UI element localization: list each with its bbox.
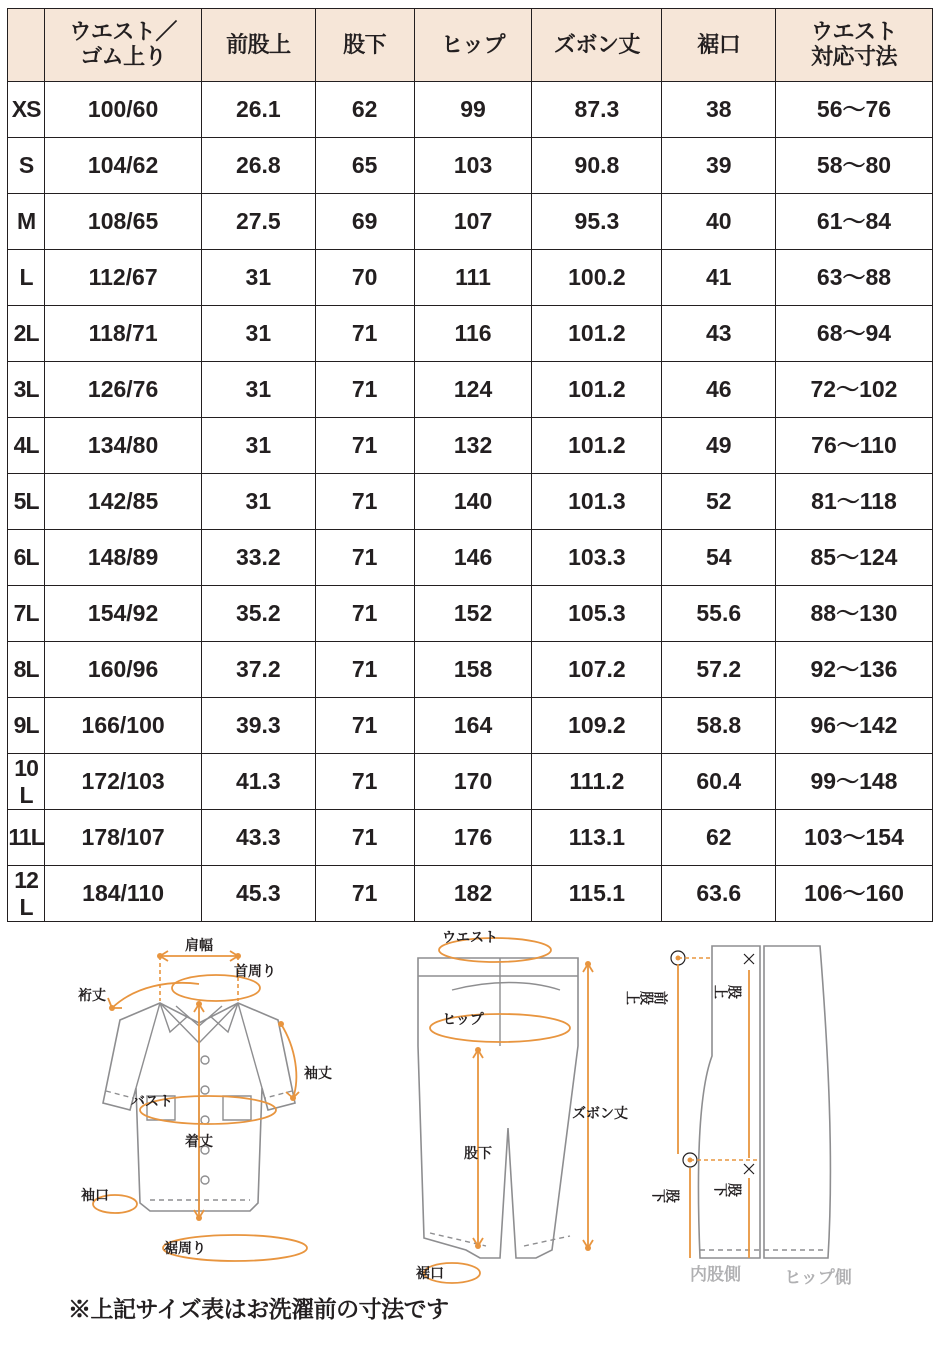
cell-hem: 55.6 — [662, 586, 776, 642]
table-row — [8, 250, 933, 306]
cell-waist-fit: 96〜142 — [776, 698, 933, 754]
label-lower-inseam-left: 股下 — [652, 1188, 680, 1204]
cell-pants-length: 90.8 — [532, 138, 662, 194]
cell-front-rise: 31 — [202, 418, 316, 474]
table-row — [8, 586, 933, 642]
cell-waist-fit: 106〜160 — [776, 866, 933, 922]
cell-pants-length: 111.2 — [532, 754, 662, 810]
cell-size: XS — [8, 82, 45, 138]
cell-waist-fit: 63〜88 — [776, 250, 933, 306]
table-row — [8, 810, 933, 866]
cell-size: 5L — [8, 474, 45, 530]
cell-waist: 178/107 — [45, 810, 202, 866]
label-pants-hem: 裾口 — [416, 1265, 444, 1281]
cell-inseam: 71 — [315, 754, 414, 810]
cell-hem: 38 — [662, 82, 776, 138]
header-waist: ウエスト／ ゴム上り — [45, 9, 202, 82]
cell-inseam: 71 — [315, 642, 414, 698]
cell-front-rise: 43.3 — [202, 810, 316, 866]
cell-hem: 46 — [662, 362, 776, 418]
cell-hem: 52 — [662, 474, 776, 530]
cell-waist-fit: 81〜118 — [776, 474, 933, 530]
cell-pants-length: 115.1 — [532, 866, 662, 922]
cell-waist: 148/89 — [45, 530, 202, 586]
cell-waist-fit: 68〜94 — [776, 306, 933, 362]
cell-hip: 170 — [414, 754, 532, 810]
cell-hem: 40 — [662, 194, 776, 250]
cell-size: 8L — [8, 642, 45, 698]
cell-inseam: 65 — [315, 138, 414, 194]
cell-hip: 182 — [414, 866, 532, 922]
cell-hip: 116 — [414, 306, 532, 362]
cell-waist: 104/62 — [45, 138, 202, 194]
rise-detail-illustration — [626, 946, 852, 1287]
label-pants-inseam: 股下 — [464, 1145, 492, 1161]
cell-waist-fit: 88〜130 — [776, 586, 933, 642]
cell-pants-length: 101.2 — [532, 418, 662, 474]
label-inner-side: 内股側 — [690, 1265, 741, 1284]
cell-inseam: 71 — [315, 810, 414, 866]
table-row — [8, 474, 933, 530]
cell-waist-fit: 99〜148 — [776, 754, 933, 810]
cell-hip: 140 — [414, 474, 532, 530]
cell-size: 11L — [8, 810, 45, 866]
cell-waist: 134/80 — [45, 418, 202, 474]
cell-hip: 158 — [414, 642, 532, 698]
cell-pants-length: 87.3 — [532, 82, 662, 138]
cell-size: 4L — [8, 418, 45, 474]
cell-pants-length: 103.3 — [532, 530, 662, 586]
cell-inseam: 71 — [315, 306, 414, 362]
label-hip-side: ヒップ側 — [784, 1268, 852, 1287]
cell-hem: 57.2 — [662, 642, 776, 698]
cell-pants-length: 101.3 — [532, 474, 662, 530]
cell-hip: 124 — [414, 362, 532, 418]
cell-size: 6L — [8, 530, 45, 586]
table-row — [8, 642, 933, 698]
table-row — [8, 82, 933, 138]
cell-front-rise: 26.8 — [202, 138, 316, 194]
header-size — [8, 9, 45, 82]
pants-illustration — [415, 929, 628, 1283]
cell-waist: 184/110 — [45, 866, 202, 922]
cell-waist: 100/60 — [45, 82, 202, 138]
cell-hip: 176 — [414, 810, 532, 866]
cell-front-rise: 39.3 — [202, 698, 316, 754]
cell-waist: 142/85 — [45, 474, 202, 530]
cell-waist-fit: 72〜102 — [776, 362, 933, 418]
cell-front-rise: 35.2 — [202, 586, 316, 642]
cell-front-rise: 27.5 — [202, 194, 316, 250]
cell-size: 9L — [8, 698, 45, 754]
table-row — [8, 362, 933, 418]
cell-pants-length: 95.3 — [532, 194, 662, 250]
cell-inseam: 71 — [315, 586, 414, 642]
table-row — [8, 530, 933, 586]
cell-waist: 172/103 — [45, 754, 202, 810]
cell-size: S — [8, 138, 45, 194]
label-pants-hip: ヒップ — [442, 1011, 484, 1027]
header-waist-fit: ウエスト 対応寸法 — [776, 9, 933, 82]
cell-waist: 126/76 — [45, 362, 202, 418]
cell-hem: 63.6 — [662, 866, 776, 922]
cell-front-rise: 31 — [202, 250, 316, 306]
cell-waist: 118/71 — [45, 306, 202, 362]
table-row — [8, 754, 933, 810]
table-row — [8, 418, 933, 474]
cell-front-rise: 31 — [202, 362, 316, 418]
cell-hip: 152 — [414, 586, 532, 642]
cell-waist-fit: 76〜110 — [776, 418, 933, 474]
cell-waist-fit: 58〜80 — [776, 138, 933, 194]
cell-hip: 99 — [414, 82, 532, 138]
cell-inseam: 71 — [315, 530, 414, 586]
cell-pants-length: 101.2 — [532, 306, 662, 362]
cell-hem: 39 — [662, 138, 776, 194]
cell-pants-length: 105.3 — [532, 586, 662, 642]
cell-hem: 62 — [662, 810, 776, 866]
cell-hip: 111 — [414, 250, 532, 306]
cell-waist: 160/96 — [45, 642, 202, 698]
table-row — [8, 866, 933, 922]
cell-size: 3L — [8, 362, 45, 418]
cell-size: L — [8, 250, 45, 306]
cell-front-rise: 45.3 — [202, 866, 316, 922]
label-jacket-hem: 裾周り — [164, 1240, 206, 1256]
cell-inseam: 62 — [315, 82, 414, 138]
cell-size: 7L — [8, 586, 45, 642]
label-upper-rise: 股上 — [714, 984, 742, 1000]
cell-front-rise: 26.1 — [202, 82, 316, 138]
size-chart-page — [0, 8, 940, 1368]
cell-pants-length: 100.2 — [532, 250, 662, 306]
cell-inseam: 71 — [315, 474, 414, 530]
diagram-svg — [0, 928, 940, 1328]
cell-pants-length: 109.2 — [532, 698, 662, 754]
cell-hem: 58.8 — [662, 698, 776, 754]
cell-inseam: 69 — [315, 194, 414, 250]
cell-inseam: 71 — [315, 866, 414, 922]
label-bust: バスト — [131, 1093, 173, 1109]
cell-size: M — [8, 194, 45, 250]
header-hip: ヒップ — [414, 9, 532, 82]
label-pants-waist: ウエスト — [442, 929, 498, 945]
label-cuff: 袖口 — [81, 1187, 109, 1203]
cell-waist-fit: 85〜124 — [776, 530, 933, 586]
cell-hip: 107 — [414, 194, 532, 250]
cell-hip: 164 — [414, 698, 532, 754]
header-front-rise: 前股上 — [202, 9, 316, 82]
header-hem: 裾口 — [662, 9, 776, 82]
header-inseam: 股下 — [315, 9, 414, 82]
cell-waist-fit: 103〜154 — [776, 810, 933, 866]
cell-size: 10L — [8, 754, 45, 810]
cell-hip: 103 — [414, 138, 532, 194]
label-front-rise: 前股上 — [626, 990, 668, 1006]
measurement-diagram — [0, 928, 940, 1328]
table-row — [8, 138, 933, 194]
cell-inseam: 71 — [315, 418, 414, 474]
cell-waist-fit: 56〜76 — [776, 82, 933, 138]
table-row — [8, 306, 933, 362]
cell-waist: 108/65 — [45, 194, 202, 250]
cell-pants-length: 113.1 — [532, 810, 662, 866]
cell-front-rise: 41.3 — [202, 754, 316, 810]
cell-waist-fit: 61〜84 — [776, 194, 933, 250]
cell-inseam: 71 — [315, 698, 414, 754]
label-neck: 首周り — [234, 963, 276, 979]
table-row — [8, 194, 933, 250]
label-yuki: 裄丈 — [78, 987, 106, 1003]
cell-waist: 112/67 — [45, 250, 202, 306]
cell-front-rise: 33.2 — [202, 530, 316, 586]
cell-waist: 166/100 — [45, 698, 202, 754]
cell-hip: 132 — [414, 418, 532, 474]
cell-size: 12L — [8, 866, 45, 922]
label-shoulder-width: 肩幅 — [185, 937, 213, 953]
cell-hip: 146 — [414, 530, 532, 586]
size-table — [7, 8, 933, 922]
cell-hem: 41 — [662, 250, 776, 306]
cell-pants-length: 107.2 — [532, 642, 662, 698]
cell-hem: 43 — [662, 306, 776, 362]
label-jacket-length: 着丈 — [185, 1133, 213, 1149]
cell-inseam: 70 — [315, 250, 414, 306]
cell-pants-length: 101.2 — [532, 362, 662, 418]
table-header-row — [8, 9, 933, 82]
label-pants-length: ズボン丈 — [572, 1105, 628, 1121]
table-row — [8, 698, 933, 754]
cell-front-rise: 31 — [202, 306, 316, 362]
cell-hem: 54 — [662, 530, 776, 586]
jacket-illustration — [78, 937, 332, 1261]
cell-front-rise: 31 — [202, 474, 316, 530]
cell-size: 2L — [8, 306, 45, 362]
cell-waist: 154/92 — [45, 586, 202, 642]
cell-hem: 49 — [662, 418, 776, 474]
cell-hem: 60.4 — [662, 754, 776, 810]
header-pants-length: ズボン丈 — [532, 9, 662, 82]
cell-front-rise: 37.2 — [202, 642, 316, 698]
label-sleeve-length: 袖丈 — [304, 1065, 332, 1081]
label-lower-inseam-right: 股下 — [714, 1182, 742, 1198]
footnote-text: ※上記サイズ表はお洗濯前の寸法です — [68, 1296, 449, 1322]
cell-waist-fit: 92〜136 — [776, 642, 933, 698]
cell-inseam: 71 — [315, 362, 414, 418]
